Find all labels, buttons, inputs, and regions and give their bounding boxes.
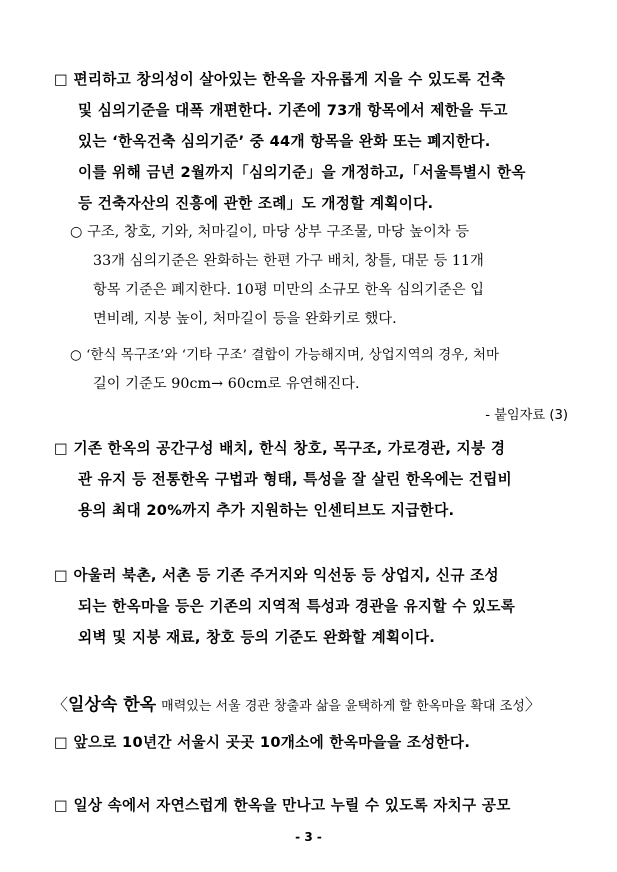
text-line: ○ ‘한식 목구조’와 ‘기타 구조’ 결합이 가능해지며, 상업지역의 경우, 처마	[70, 348, 500, 363]
text-line: 되는 한옥마을 등은 기존의 지역적 특성과 경관을 유지할 수 있도록	[78, 598, 516, 615]
attachment-note: - 붙임자료 (3)	[485, 408, 568, 423]
text-line: □ 편리하고 창의성이 살아있는 한옥을 자유롭게 지을 수 있도록 건축	[54, 71, 506, 88]
text-line: 면비례, 지붕 높이, 처마길이 등을 완화키로 했다.	[93, 311, 397, 327]
text-line: □ 아울러 북촌, 서촌 등 기존 주거지와 익선동 등 상업지, 신규 조성	[54, 567, 499, 584]
text-line: 외벽 및 지붕 재료, 창호 등의 기준도 완화할 계획이다.	[78, 629, 436, 646]
page-number: - 3 -	[295, 830, 322, 844]
text-line: 33개 심의기준은 완화하는 한편 가구 배치, 창틀, 대문 등 11개	[93, 253, 484, 269]
heading-open-bracket: 〈	[52, 695, 69, 714]
text-line: 등 건축자산의 진흥에 관한 조례」도 개정할 계획이다.	[78, 195, 434, 212]
text-line: 관 유지 등 전통한옥 구법과 형태, 특성을 잘 살린 한옥에는 건립비	[78, 471, 512, 488]
text-line: 있는 ‘한옥건축 심의기준’ 중 44개 항목을 완화 또는 폐지한다.	[78, 133, 491, 150]
heading-description: 매력있는 서울 경관 창출과 삶을 윤택하게 할 한옥마을 확대 조성	[161, 699, 525, 714]
section-heading	[52, 690, 541, 715]
text-line: ○ 구조, 창호, 기와, 처마길이, 마당 상부 구조물, 마당 높이차 등	[70, 224, 470, 240]
text-line: 항목 기준은 폐지한다. 10평 미만의 소규모 한옥 심의기준은 입	[93, 282, 485, 298]
text-line: 이를 위해 금년 2월까지「심의기준」을 개정하고,「서울특별시 한옥	[78, 164, 526, 181]
text-line: □ 일상 속에서 자연스럽게 한옥을 만나고 누릴 수 있도록 자치구 공모	[54, 797, 511, 814]
text-line: 및 심의기준을 대폭 개편한다. 기존에 73개 항목에서 제한을 두고	[78, 102, 508, 119]
text-line: □ 기존 한옥의 공간구성 배치, 한식 창호, 목구조, 가로경관, 지붕 경	[54, 440, 506, 457]
text-line: □ 앞으로 10년간 서울시 곳곳 10개소에 한옥마을을 조성한다.	[54, 734, 471, 751]
heading-close-bracket: 〉	[524, 695, 541, 714]
heading-title: 일상속 한옥	[68, 695, 157, 715]
text-line: 길이 기준도 90cm→ 60cm로 유연해진다.	[93, 376, 360, 392]
text-line: 용의 최대 20%까지 추가 지원하는 인센티브도 지급한다.	[78, 502, 455, 519]
